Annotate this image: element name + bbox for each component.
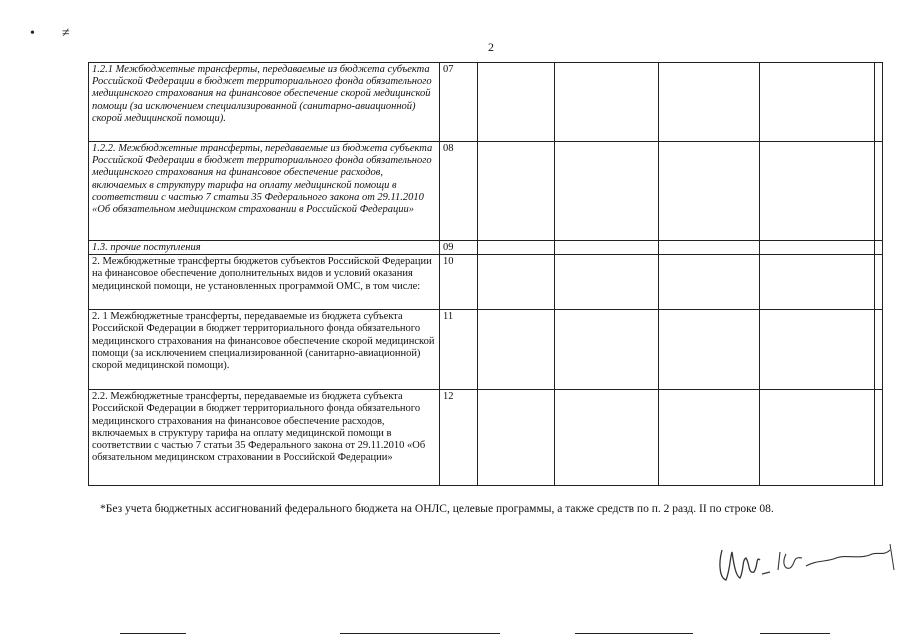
- row-description: 2. 1 Межбюджетные трансферты, передаваемые из бюджета субъекта Российской Федерации в бюджет территориального фонда обязательного медицинского страхования на финансовое обеспечение скорой медицинской помощи (за исключением специализированной (санитарно-авиационной) скорой медицинской помощи).: [89, 310, 440, 390]
- value-cell: [875, 241, 883, 255]
- handwritten-signature: [712, 530, 897, 590]
- bottom-rule: [760, 633, 830, 634]
- scan-mark: ≠: [62, 26, 70, 41]
- value-cell: [555, 310, 659, 390]
- table-row: [89, 390, 883, 486]
- row-description: 1.3. прочие поступления: [89, 241, 440, 255]
- row-code: 11: [440, 310, 478, 390]
- page-number: 2: [488, 40, 494, 54]
- value-cell: [760, 63, 875, 142]
- row-description: 1.2.1 Межбюджетные трансферты, передаваемые из бюджета субъекта Российской Федерации в бюджет территориального фонда обязательного медицинского страхования на финансовое обеспечение скорой медицинской помощи (за исключением специализированной (санитарно-авиационной) скорой медицинской помощи).: [89, 63, 440, 142]
- value-cell: [555, 241, 659, 255]
- value-cell: [659, 63, 760, 142]
- value-cell: [875, 63, 883, 142]
- report-table: [88, 62, 883, 486]
- row-description: 1.2.2. Межбюджетные трансферты, передаваемые из бюджета субъекта Российской Федерации в бюджет территориального фонда обязательного медицинского страхования на финансовое обеспечение расходов, включаемых в структуру тарифа на оплату медицинской помощи в соответствии с частью 7 статьи 35 Федерального закона от 29.11.2010 «Об обязательном медицинском страховании в Российской Федерации»: [89, 142, 440, 241]
- value-cell: [659, 310, 760, 390]
- value-cell: [659, 142, 760, 241]
- row-description: 2. Межбюджетные трансферты бюджетов субъектов Российской Федерации на финансовое обеспечение дополнительных видов и условий оказания медицинской помощи, не установленных программой ОМС, в том числе:: [89, 255, 440, 310]
- value-cell: [659, 390, 760, 486]
- table-row: [89, 241, 883, 255]
- row-code: 07: [440, 63, 478, 142]
- value-cell: [659, 255, 760, 310]
- value-cell: [555, 255, 659, 310]
- value-cell: [555, 390, 659, 486]
- table-row: [89, 310, 883, 390]
- value-cell: [760, 390, 875, 486]
- value-cell: [760, 310, 875, 390]
- value-cell: [478, 390, 555, 486]
- scan-mark: •: [30, 26, 35, 41]
- value-cell: [478, 241, 555, 255]
- row-code: 12: [440, 390, 478, 486]
- value-cell: [760, 142, 875, 241]
- value-cell: [875, 390, 883, 486]
- bottom-rule: [340, 633, 500, 634]
- bottom-rule: [120, 633, 186, 634]
- row-code: 10: [440, 255, 478, 310]
- value-cell: [478, 63, 555, 142]
- table-row: [89, 255, 883, 310]
- value-cell: [875, 310, 883, 390]
- value-cell: [760, 255, 875, 310]
- value-cell: [659, 241, 760, 255]
- table-row: [89, 142, 883, 241]
- bottom-rule: [575, 633, 693, 634]
- value-cell: [478, 310, 555, 390]
- row-code: 09: [440, 241, 478, 255]
- value-cell: [875, 142, 883, 241]
- row-description: 2.2. Межбюджетные трансферты, передаваемые из бюджета субъекта Российской Федерации в бюджет территориального фонда обязательного медицинского страхования на финансовое обеспечение расходов, включаемых в структуру тарифа на оплату медицинской помощи в соответствии с частью 7 статьи 35 Федерального закона от 29.11.2010 «Об обязательном медицинском страховании в Российской Федерации»: [89, 390, 440, 486]
- value-cell: [478, 142, 555, 241]
- value-cell: [875, 255, 883, 310]
- table-row: [89, 63, 883, 142]
- row-code: 08: [440, 142, 478, 241]
- value-cell: [478, 255, 555, 310]
- value-cell: [555, 142, 659, 241]
- value-cell: [555, 63, 659, 142]
- footnote: *Без учета бюджетных ассигнований федерального бюджета на ОНЛС, целевые программы, а также средств по п. 2 разд. II по строке 08.: [100, 503, 774, 515]
- value-cell: [760, 241, 875, 255]
